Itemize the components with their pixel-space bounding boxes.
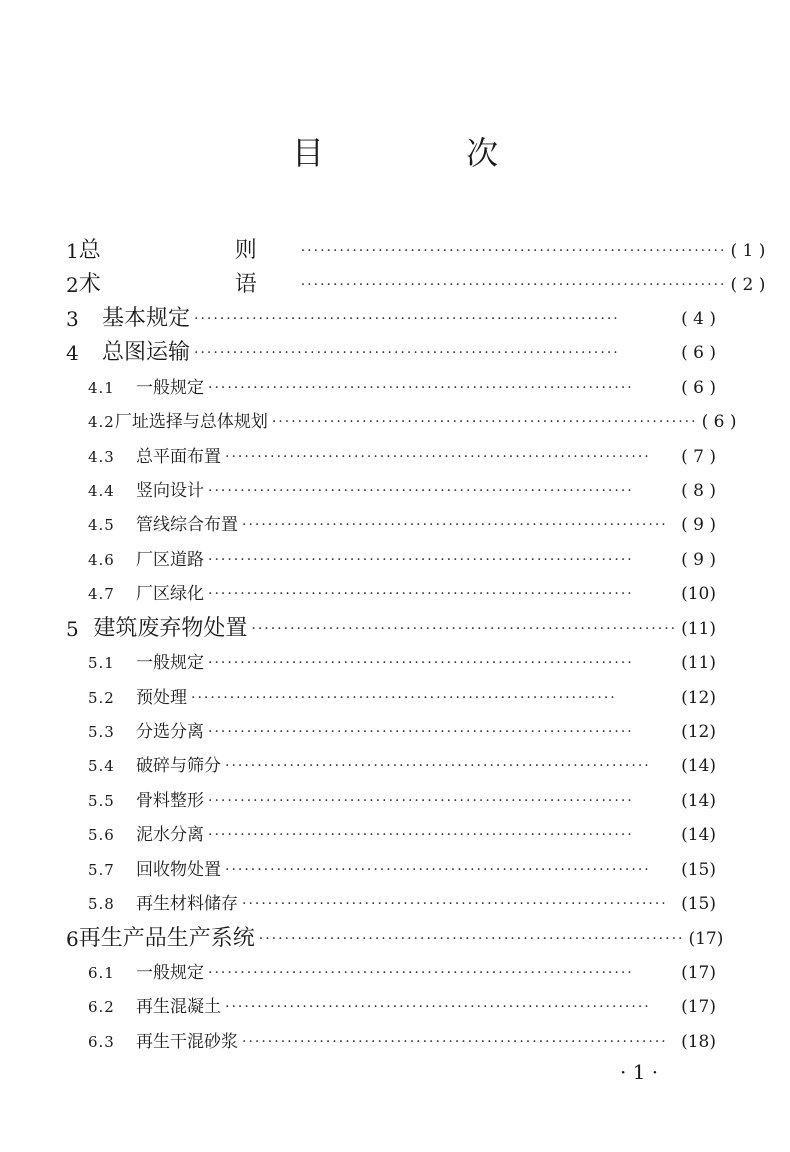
toc-subentry[interactable] <box>88 510 716 540</box>
toc-subentry[interactable] <box>88 648 716 678</box>
toc-entry-page: (17) <box>681 963 716 983</box>
toc-subentry[interactable] <box>88 545 716 575</box>
toc-entry-number: 5.6 <box>88 826 115 844</box>
toc-entry-page: ( 8 ) <box>681 481 716 501</box>
toc-entry-label: 分选分离 <box>136 722 204 742</box>
toc-entry-label: 建筑废弃物处置 <box>93 616 248 641</box>
toc-entry-label: 总图运输 <box>102 340 191 365</box>
toc-entry-number: 4.2 <box>88 413 115 431</box>
toc-entry-number: 5.1 <box>88 654 115 672</box>
toc-entry-number: 5.5 <box>88 792 115 810</box>
toc-entry-page: (18) <box>681 1032 716 1052</box>
toc-entry-label: 竖向设计 <box>136 481 204 501</box>
toc-entry-number: 2 <box>66 273 79 297</box>
toc-entry-label: 厂址选择与总体规划 <box>114 412 268 432</box>
toc-entry-number: 5.2 <box>88 689 115 707</box>
toc-entry-number: 6.3 <box>88 1033 115 1051</box>
toc-entry-label: 一般规定 <box>136 653 204 673</box>
toc-leader-dots: ·································································· <box>242 1034 668 1050</box>
toc-entry-label: 基本规定 <box>102 306 191 331</box>
toc-entry-number: 5.7 <box>88 861 115 879</box>
toc-leader-dots: ·································································· <box>242 896 668 912</box>
page-number: · 1 · <box>620 1060 659 1084</box>
toc-entry-label: 预处理 <box>136 688 187 708</box>
toc-leader-dots: ·································································· <box>271 414 698 430</box>
toc-leader-dots: ·································································· <box>225 449 651 465</box>
toc-subentry[interactable] <box>88 476 716 506</box>
toc-leader-dots: ·································································· <box>194 345 620 361</box>
toc-leader-dots: ·································································· <box>225 758 651 774</box>
toc-entry-number: 4.6 <box>88 551 115 569</box>
toc-subentry[interactable] <box>88 717 716 747</box>
toc-entry-number: 6 <box>66 927 79 951</box>
toc-entry-label: 泥水分离 <box>136 825 204 845</box>
toc-entry-page: ( 6 ) <box>701 412 737 432</box>
toc-entry-label: 再生干混砂浆 <box>136 1032 238 1052</box>
toc-subentry[interactable] <box>88 786 716 816</box>
toc-entry-number: 5.8 <box>88 895 115 913</box>
toc-leader-dots: ·································································· <box>251 621 678 637</box>
toc-entry-number: 5 <box>66 617 79 641</box>
toc-entry-page: (12) <box>681 688 716 708</box>
toc-entry-number: 5.4 <box>88 757 115 775</box>
toc-leader-dots: ·································································· <box>208 380 634 396</box>
toc-subentry[interactable] <box>88 889 716 919</box>
toc-entry[interactable] <box>66 270 766 300</box>
toc-entry-label: 回收物处置 <box>136 860 221 880</box>
toc-entry-number: 4.5 <box>88 516 115 534</box>
toc-subentry[interactable] <box>88 442 716 472</box>
toc-entry-page: ( 2 ) <box>730 275 766 295</box>
toc-entry-label: 管线综合布置 <box>136 515 238 535</box>
toc-entry-page: ( 9 ) <box>681 550 716 570</box>
toc-entry-page: (17) <box>681 997 716 1017</box>
toc-subentry[interactable] <box>88 683 716 713</box>
toc-subentry[interactable] <box>88 407 737 437</box>
toc-entry-label: 再生混凝土 <box>136 997 221 1017</box>
toc-entry-label: 一般规定 <box>136 378 204 398</box>
toc-entry-label: 再生材料储存 <box>136 894 238 914</box>
toc-entry-number: 3 <box>66 307 79 331</box>
toc-entry[interactable] <box>66 924 724 954</box>
toc-entry-page: ( 7 ) <box>681 447 716 467</box>
toc-leader-dots: ·································································· <box>258 931 685 947</box>
toc-leader-dots: ·································································· <box>194 311 620 327</box>
toc-leader-dots: ·································································· <box>225 999 651 1015</box>
toc-entry-number: 4.7 <box>88 585 115 603</box>
toc-leader-dots: ·································································· <box>300 243 727 259</box>
toc-entry-page: (12) <box>681 722 716 742</box>
toc-entry-page: (10) <box>681 584 716 604</box>
toc-leader-dots: ·································································· <box>208 827 634 843</box>
toc-leader-dots: ·································································· <box>242 517 668 533</box>
toc-subentry[interactable] <box>88 820 716 850</box>
toc-leader-dots: ·································································· <box>208 586 634 602</box>
toc-entry[interactable] <box>66 236 766 266</box>
toc-subentry[interactable] <box>88 855 716 885</box>
toc-entry-page: ( 9 ) <box>681 515 716 535</box>
toc-entry-label: 厂区绿化 <box>136 584 204 604</box>
toc-leader-dots: ·································································· <box>300 277 727 293</box>
toc-entry-page: (14) <box>681 791 716 811</box>
toc-entry-page: (14) <box>681 825 716 845</box>
toc-leader-dots: ·································································· <box>208 724 634 740</box>
toc-entry-number: 4 <box>66 341 79 365</box>
toc-entry-label: 再生产品生产系统 <box>78 926 255 951</box>
toc-entry-page: (17) <box>688 929 724 949</box>
toc-entry-label: 总平面布置 <box>136 447 221 467</box>
toc-entry-number: 6.2 <box>88 998 115 1016</box>
toc-entry-number: 4.4 <box>88 482 115 500</box>
toc-leader-dots: ·································································· <box>208 793 634 809</box>
toc-leader-dots: ·································································· <box>191 690 617 706</box>
toc-entry-number: 4.1 <box>88 379 115 397</box>
toc-entry[interactable] <box>66 338 716 368</box>
toc-entry-number: 4.3 <box>88 448 115 466</box>
toc-entry-page: ( 6 ) <box>681 378 716 398</box>
toc-entry-number: 6.1 <box>88 964 115 982</box>
toc-subentry[interactable] <box>88 751 716 781</box>
toc-leader-dots: ·································································· <box>225 862 651 878</box>
toc-leader-dots: ·································································· <box>208 483 634 499</box>
toc-entry-label: 破碎与筛分 <box>136 756 221 776</box>
toc-subentry[interactable] <box>88 958 716 988</box>
toc-entry-page: (11) <box>681 653 716 673</box>
toc-entry-number: 1 <box>66 239 79 263</box>
toc-subentry[interactable] <box>88 992 716 1022</box>
toc-entry[interactable] <box>66 614 716 644</box>
toc-leader-dots: ·································································· <box>208 965 634 981</box>
toc-subentry[interactable] <box>88 373 716 403</box>
toc-leader-dots: ·································································· <box>208 655 634 671</box>
toc-entry-page: (14) <box>681 756 716 776</box>
toc-entry-page: (11) <box>681 619 716 639</box>
toc-entry-label: 骨料整形 <box>136 791 204 811</box>
toc-entry-label: 一般规定 <box>136 963 204 983</box>
toc-entry-page: (15) <box>681 860 716 880</box>
toc-entry-number: 5.3 <box>88 723 115 741</box>
toc-entry[interactable] <box>66 304 716 334</box>
page-title: 目 次 <box>291 134 565 172</box>
toc-subentry[interactable] <box>88 1027 716 1057</box>
toc-subentry[interactable] <box>88 579 716 609</box>
toc-entry-page: ( 6 ) <box>681 343 716 363</box>
toc-entry-page: ( 1 ) <box>730 241 766 261</box>
toc-entry-label: 术 语 <box>78 272 297 297</box>
toc-entry-label: 厂区道路 <box>136 550 204 570</box>
toc-entry-page: ( 4 ) <box>681 309 716 329</box>
toc-leader-dots: ·································································· <box>208 552 634 568</box>
toc-entry-label: 总 则 <box>78 238 297 263</box>
toc-entry-page: (15) <box>681 894 716 914</box>
